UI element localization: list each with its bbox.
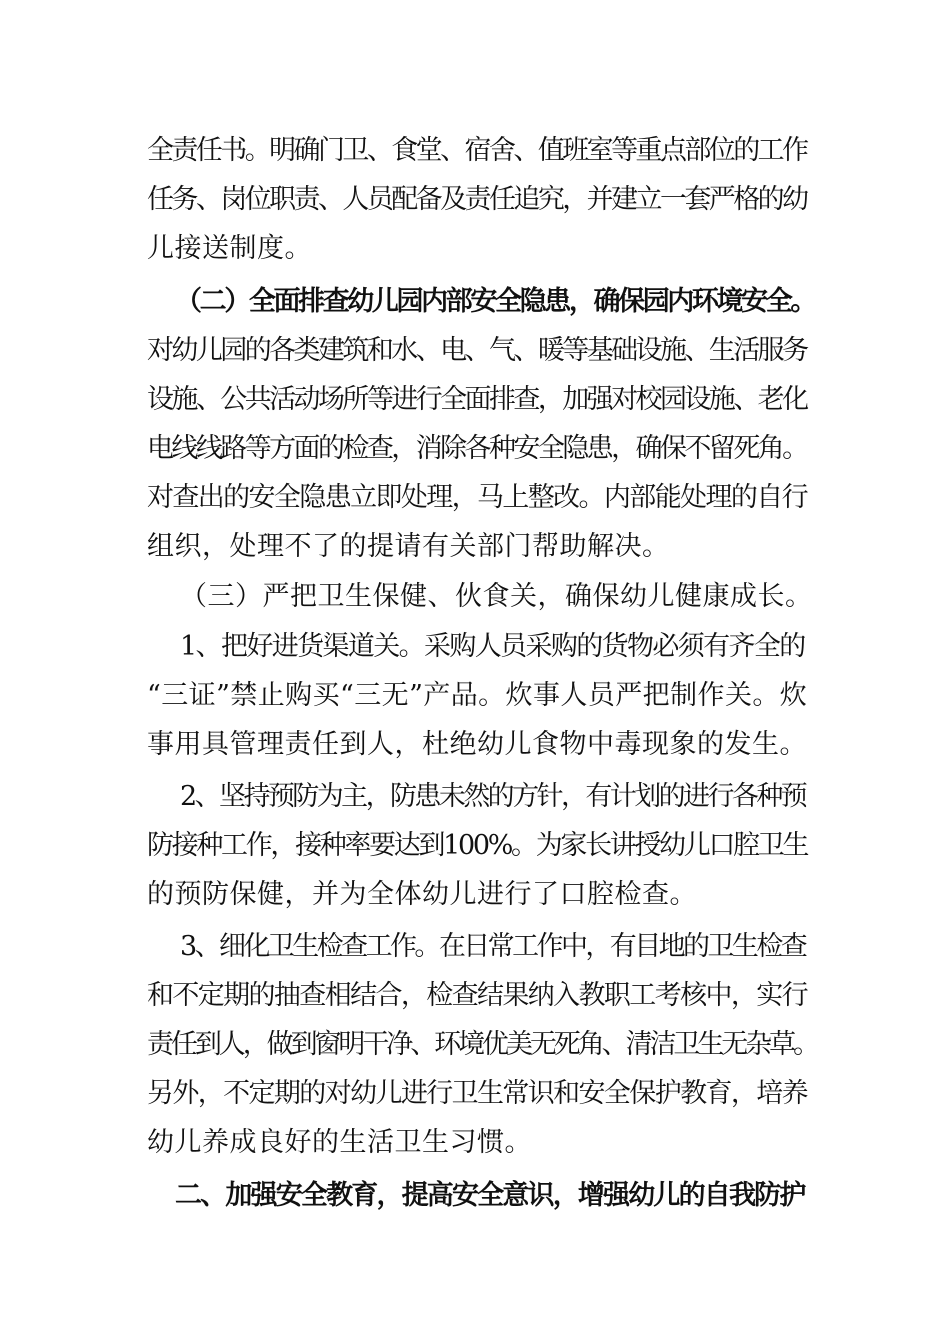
paragraph-line: 设施、公共活动场所等进行全面排查，加强对校园设施、老化 [147,384,807,415]
list-item: 2、坚持预防为主，防患未然的方针，有计划的进行各种预 [180,781,806,812]
paragraph-line: 另外，不定期的对幼儿进行卫生常识和安全保护教育，培养 [147,1078,807,1109]
paragraph-line: “三证”禁止购买“三无”产品。炊事人员严把制作关。炊 [147,680,808,711]
paragraph-line: 对查出的安全隐患立即处理，马上整改。内部能处理的自行 [147,482,807,513]
paragraph-line: 儿接送制度。 [147,233,312,264]
paragraph-line: 幼儿养成良好的生活卫生习惯。 [147,1127,532,1158]
paragraph-line: 对幼儿园的各类建筑和水、电、气、暖等基础设施、生活服务 [147,335,807,366]
section-heading: （三）严把卫生保健、伙食关，确保幼儿健康成长。 [180,581,813,612]
paragraph-line: 和不定期的抽查相结合，检查结果纳入教职工考核中，实行 [147,980,807,1011]
list-item: 1、把好进货渠道关。采购人员采购的货物必须有齐全的 [180,631,805,662]
paragraph-line: 责任到人，做到窗明干净、环境优美无死角、清洁卫生无杂草。 [147,1029,817,1060]
paragraph-line: 任务、岗位职责、人员配备及责任追究，并建立一套严格的幼 [147,184,807,215]
paragraph-line: 事用具管理责任到人，杜绝幼儿食物中毒现象的发生。 [147,729,807,760]
paragraph-line: 电线线路等方面的检查，消除各种安全隐患，确保不留死角。 [147,433,807,464]
chapter-heading: 二、加强安全教育，提高安全意识，增强幼儿的自我防护 [175,1180,805,1211]
paragraph-line: 防接种工作，接种率要达到100%。为家长讲授幼儿口腔卫生 [147,830,808,861]
paragraph-line: 的预防保健，并为全体幼儿进行了口腔检查。 [147,879,697,910]
section-heading: （二）全面排查幼儿园内部安全隐患，确保园内环境安全。 [175,286,815,317]
list-item: 3、细化卫生检查工作。在日常工作中，有目地的卫生检查 [180,931,806,962]
paragraph-line: 全责任书。明确门卫、食堂、宿舍、值班室等重点部位的工作 [147,135,807,166]
paragraph-line: 组织，处理不了的提请有关部门帮助解决。 [147,531,670,562]
